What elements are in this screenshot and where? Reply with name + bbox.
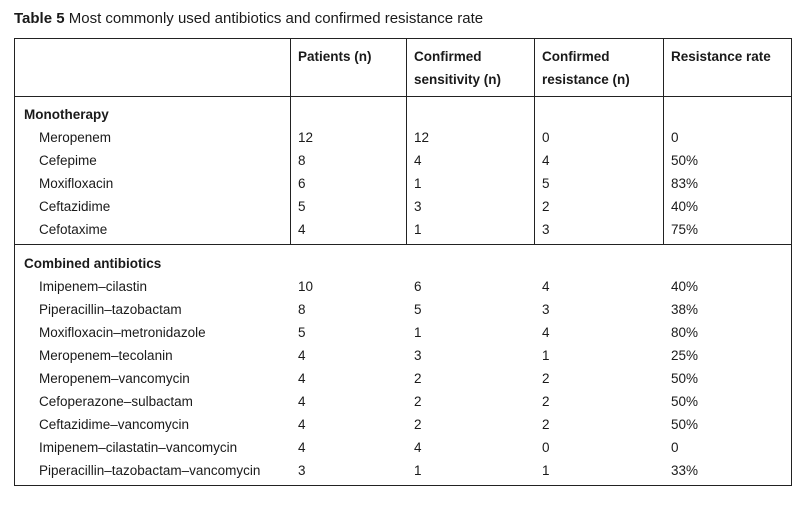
resistance-rate: 38% [671, 302, 699, 317]
table-label: Table 5 [14, 10, 65, 27]
resistance-rate: 80% [671, 325, 699, 340]
header-sensitivity-line2: sensitivity (n) [414, 72, 502, 87]
sensitivity-count: 1 [414, 222, 422, 237]
header-resistance-line1: Confirmed [542, 49, 610, 64]
table-row [15, 149, 791, 172]
antibiotic-name: Ceftazidime–vancomycin [39, 417, 190, 432]
resistance-count: 0 [542, 130, 550, 145]
resistance-rate: 40% [671, 199, 699, 214]
resistance-rate: 40% [671, 279, 699, 294]
antibiotic-name: Moxifloxacin [39, 176, 114, 191]
table-title: Most commonly used antibiotics and confirmed resistance rate [68, 10, 484, 27]
sensitivity-count: 3 [414, 199, 422, 214]
header-resistance-line2: resistance (n) [542, 72, 630, 87]
resistance-rate: 0 [671, 130, 679, 145]
table-row [15, 436, 791, 459]
antibiotic-name: Meropenem–vancomycin [39, 371, 190, 386]
patients-count: 8 [298, 302, 306, 317]
antibiotic-name: Imipenem–cilastatin–vancomycin [39, 440, 238, 455]
resistance-count: 2 [542, 417, 550, 432]
table-row [15, 413, 791, 436]
antibiotics-table [14, 38, 792, 486]
header-sensitivity-line1: Confirmed [414, 49, 482, 64]
resistance-rate: 0 [671, 440, 679, 455]
resistance-count: 4 [542, 153, 550, 168]
table-row [15, 195, 791, 218]
sensitivity-count: 6 [414, 279, 422, 294]
antibiotic-name: Meropenem [39, 130, 112, 145]
patients-count: 4 [298, 417, 306, 432]
resistance-count: 0 [542, 440, 550, 455]
table-row [15, 321, 791, 344]
patients-count: 4 [298, 440, 306, 455]
sensitivity-count: 3 [414, 348, 422, 363]
antibiotic-name: Cefoperazone–sulbactam [39, 394, 193, 409]
sensitivity-count: 4 [414, 153, 422, 168]
resistance-count: 4 [542, 279, 550, 294]
antibiotic-name: Imipenem–cilastin [39, 279, 148, 294]
resistance-rate: 83% [671, 176, 699, 191]
sensitivity-count: 12 [414, 130, 430, 145]
patients-count: 8 [298, 153, 306, 168]
sensitivity-count: 2 [414, 417, 422, 432]
resistance-count: 2 [542, 394, 550, 409]
antibiotic-name: Piperacillin–tazobactam [39, 302, 182, 317]
resistance-rate: 50% [671, 417, 699, 432]
resistance-count: 1 [542, 463, 550, 478]
table-row [15, 126, 791, 149]
patients-count: 10 [298, 279, 314, 294]
table-row [15, 218, 791, 241]
patients-count: 5 [298, 325, 306, 340]
table-row [15, 298, 791, 321]
header-resistance-rate: Resistance rate [671, 49, 771, 64]
sensitivity-count: 5 [414, 302, 422, 317]
sensitivity-count: 1 [414, 325, 422, 340]
header-patients: Patients (n) [298, 49, 372, 64]
table-row [15, 367, 791, 390]
patients-count: 6 [298, 176, 306, 191]
antibiotic-name: Meropenem–tecolanin [39, 348, 173, 363]
sensitivity-count: 1 [414, 463, 422, 478]
resistance-count: 5 [542, 176, 550, 191]
resistance-rate: 50% [671, 153, 699, 168]
resistance-rate: 33% [671, 463, 699, 478]
resistance-count: 2 [542, 199, 550, 214]
resistance-rate: 50% [671, 371, 699, 386]
table-row [15, 172, 791, 195]
patients-count: 3 [298, 463, 306, 478]
sensitivity-count: 4 [414, 440, 422, 455]
antibiotic-name: Cefotaxime [39, 222, 108, 237]
section-combined: Combined antibiotics [24, 256, 162, 271]
patients-count: 5 [298, 199, 306, 214]
table-row [15, 459, 791, 482]
resistance-rate: 75% [671, 222, 699, 237]
section-divider [15, 244, 791, 245]
resistance-rate: 25% [671, 348, 699, 363]
resistance-count: 3 [542, 222, 550, 237]
resistance-rate: 50% [671, 394, 699, 409]
antibiotic-name: Cefepime [39, 153, 97, 168]
patients-count: 4 [298, 394, 306, 409]
antibiotic-name: Ceftazidime [39, 199, 111, 214]
resistance-count: 4 [542, 325, 550, 340]
table-row [15, 344, 791, 367]
sensitivity-count: 1 [414, 176, 422, 191]
table-row [15, 275, 791, 298]
table-caption [14, 10, 483, 27]
antibiotic-name: Piperacillin–tazobactam–vancomycin [39, 463, 261, 478]
patients-count: 4 [298, 371, 306, 386]
header-divider [15, 96, 791, 97]
patients-count: 4 [298, 222, 306, 237]
patients-count: 4 [298, 348, 306, 363]
resistance-count: 1 [542, 348, 550, 363]
table-row [15, 390, 791, 413]
section-monotherapy: Monotherapy [24, 107, 109, 122]
sensitivity-count: 2 [414, 371, 422, 386]
patients-count: 12 [298, 130, 314, 145]
resistance-count: 3 [542, 302, 550, 317]
resistance-count: 2 [542, 371, 550, 386]
sensitivity-count: 2 [414, 394, 422, 409]
antibiotic-name: Moxifloxacin–metronidazole [39, 325, 206, 340]
